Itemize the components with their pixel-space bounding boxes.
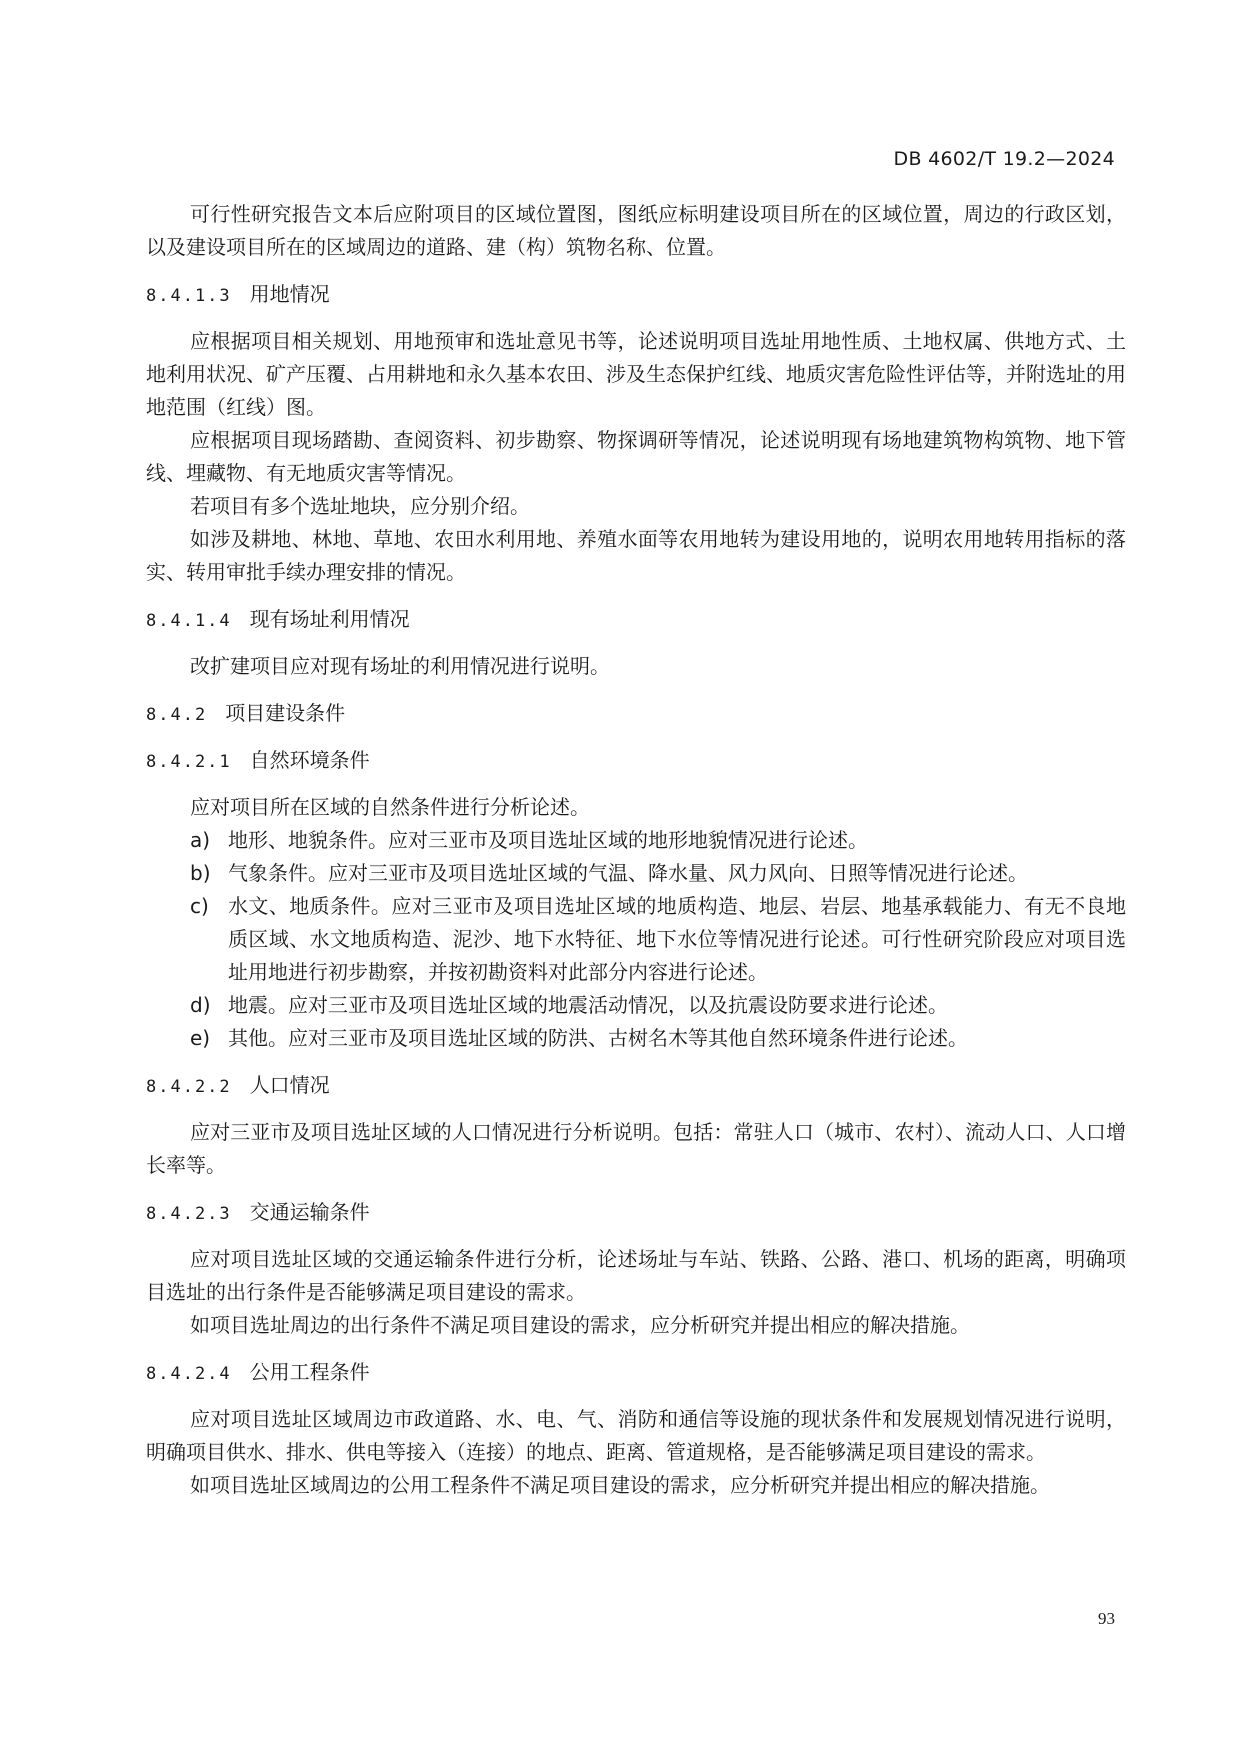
section-title: 公用工程条件 [249,1360,370,1384]
document-code-header: DB 4602/T 19.2—2024 [893,148,1115,170]
section-heading-8-4-2-1 [146,744,1126,779]
list-item-label: e) [190,1026,211,1050]
section-number: 8.4.1.3 [146,286,232,306]
list-item-label: d) [190,993,211,1017]
list-item [146,857,1126,890]
section-heading-8-4-2-4 [146,1356,1126,1391]
document-body [146,198,1126,1502]
section-title: 现有场址利用情况 [249,607,410,631]
list-item-label: c) [190,894,209,918]
paragraph: 应根据项目相关规划、用地预审和选址意见书等，论述说明项目选址用地性质、土地权属、供地方式、土地利用状况、矿产压覆、占用耕地和永久基本农田、涉及生态保护红线、地质灾害危险性评估等，并附选址的用地范围（红线）图。 [146,329,1126,419]
paragraph: 如项目选址周边的出行条件不满足项目建设的需求，应分析研究并提出相应的解决措施。 [190,1313,970,1337]
list-item-text: 地形、地貌条件。应对三亚市及项目选址区域的地形地貌情况进行论述。 [228,828,868,852]
list-item [146,1022,1126,1055]
section-number: 8.4.2.2 [146,1077,232,1097]
section-heading-8-4-2-3 [146,1196,1126,1231]
paragraph: 如项目选址区域周边的公用工程条件不满足项目建设的需求，应分析研究并提出相应的解决措施。 [190,1473,1050,1497]
section-title: 交通运输条件 [249,1200,370,1224]
paragraph: 如涉及耕地、林地、草地、农田水利用地、养殖水面等农用地转为建设用地的，说明农用地转用指标的落实、转用审批手续办理安排的情况。 [146,527,1126,584]
section-number: 8.4.2.4 [146,1364,232,1384]
section-number: 8.4.1.4 [146,611,232,631]
section-title: 项目建设条件 [225,701,346,725]
paragraph: 应对三亚市及项目选址区域的人口情况进行分析说明。包括：常驻人口（城市、农村）、流动人口、人口增长率等。 [146,1120,1126,1177]
section-title: 自然环境条件 [249,748,370,772]
list-item [146,824,1126,857]
paragraph: 应对项目选址区域周边市政道路、水、电、气、消防和通信等设施的现状条件和发展规划情况进行说明，明确项目供水、排水、供电等接入（连接）的地点、距离、管道规格，是否能够满足项目建设的需求。 [146,1407,1126,1464]
list-item [146,989,1126,1022]
section-heading-8-4-2-2 [146,1069,1126,1104]
list-item-label: b) [190,861,211,885]
paragraph: 可行性研究报告文本后应附项目的区域位置图，图纸应标明建设项目所在的区域位置，周边的行政区划，以及建设项目所在的区域周边的道路、建（构）筑物名称、位置。 [146,202,1126,259]
section-heading-8-4-1-4 [146,603,1126,638]
section-title: 人口情况 [249,1073,330,1097]
list-item-text: 水文、地质条件。应对三亚市及项目选址区域的地质构造、地层、岩层、地基承载能力、有无不良地质区域、水文地质构造、泥沙、地下水特征、地下水位等情况进行论述。可行性研究阶段应对项目选址用地进行初步勘察，并按初勘资料对此部分内容进行论述。 [228,894,1126,984]
page-number: 93 [1098,1609,1115,1628]
section-number: 8.4.2 [146,705,208,725]
section-title: 用地情况 [249,282,330,306]
section-heading-8-4-2 [146,697,1126,732]
paragraph: 应根据项目现场踏勘、查阅资料、初步勘察、物探调研等情况，论述说明现有场地建筑物构筑物、地下管线、埋藏物、有无地质灾害等情况。 [146,428,1126,485]
paragraph: 应对项目选址区域的交通运输条件进行分析，论述场址与车站、铁路、公路、港口、机场的距离，明确项目选址的出行条件是否能够满足项目建设的需求。 [146,1247,1126,1304]
list-item-text: 其他。应对三亚市及项目选址区域的防洪、古树名木等其他自然环境条件进行论述。 [228,1026,968,1050]
section-heading-8-4-1-3 [146,278,1126,313]
list-item-label: a) [190,828,211,852]
paragraph: 若项目有多个选址地块，应分别介绍。 [190,494,530,518]
section-number: 8.4.2.1 [146,752,232,772]
list-item-text: 气象条件。应对三亚市及项目选址区域的气温、降水量、风力风向、日照等情况进行论述。 [228,861,1028,885]
paragraph: 改扩建项目应对现有场址的利用情况进行说明。 [190,654,610,678]
section-number: 8.4.2.3 [146,1204,232,1224]
list-item [146,890,1126,989]
list-item-text: 地震。应对三亚市及项目选址区域的地震活动情况，以及抗震设防要求进行论述。 [228,993,948,1017]
paragraph: 应对项目所在区域的自然条件进行分析论述。 [190,795,590,819]
